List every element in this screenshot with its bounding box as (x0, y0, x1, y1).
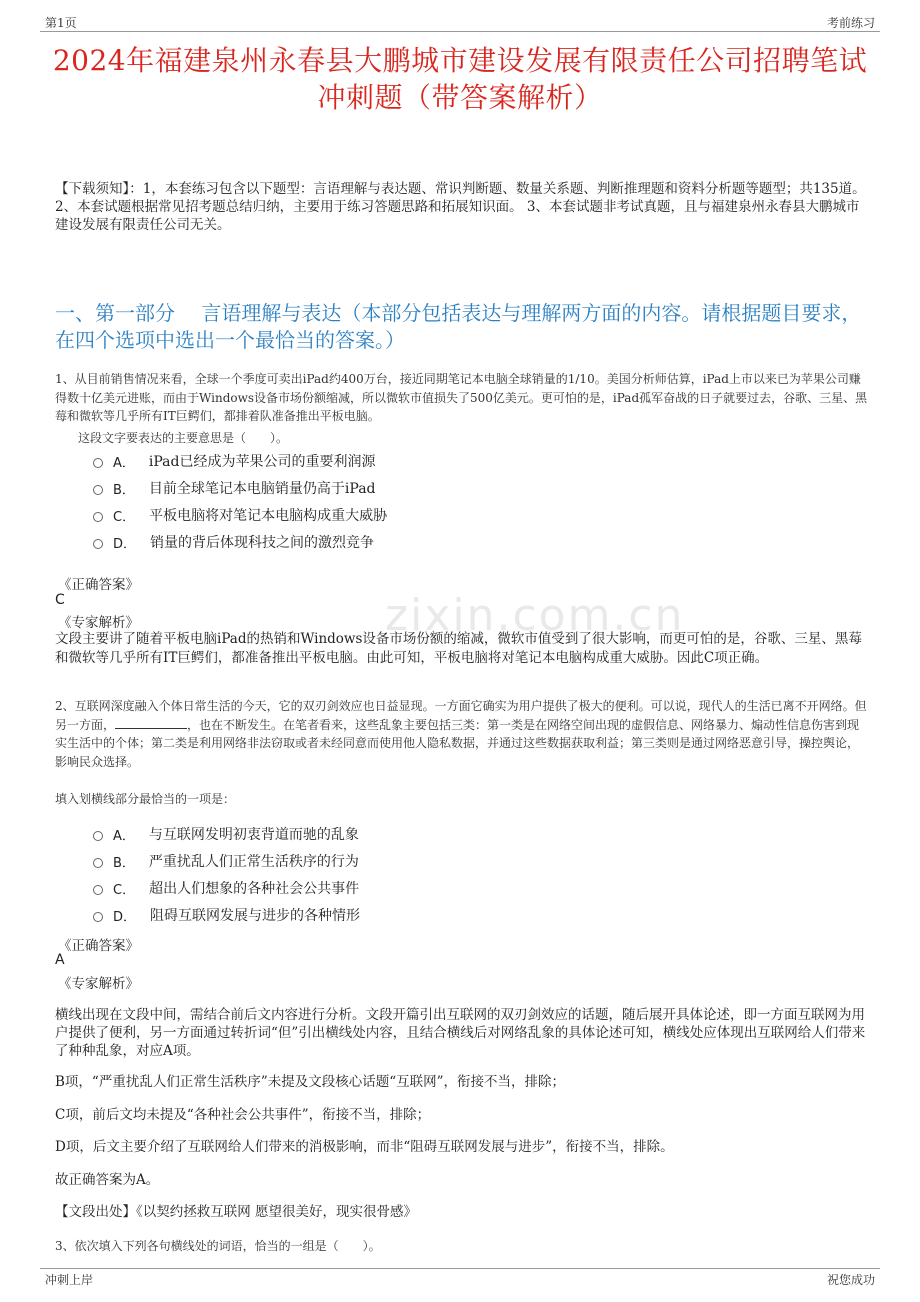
question-2-option-a[interactable] (93, 824, 359, 844)
question-1-option-b[interactable] (93, 478, 376, 498)
footer-divider (40, 1268, 880, 1269)
radio-icon[interactable] (93, 512, 103, 522)
option-text: iPad已经成为苹果公司的重要利润源 (148, 454, 376, 470)
question-1-option-c[interactable] (93, 505, 387, 525)
radio-icon[interactable] (93, 831, 103, 841)
correct-answer-label: 《正确答案》 (58, 938, 139, 954)
question-3-text: 3、依次填入下列各句横线处的词语，恰当的一组是（ ）。 (55, 1239, 381, 1253)
question-2-answer: A (55, 952, 65, 968)
watermark: zixin.com.cn (385, 590, 685, 641)
question-2-text (55, 697, 870, 771)
radio-icon[interactable] (93, 885, 103, 895)
radio-icon[interactable] (93, 912, 103, 922)
correct-answer-label: 《正确答案》 (58, 577, 139, 593)
question-2-source: 【文段出处】《以契约拯救互联网 愿望很美好，现实很骨感》 (55, 1204, 418, 1220)
option-text: 阻碍互联网发展与进步的各种情形 (150, 908, 361, 924)
section-title: 一、第一部分 言语理解与表达（本部分包括表达与理解两方面的内容。请根据题目要求，在四个选项中选出一个最恰当的答案。） (55, 301, 862, 352)
question-2-analysis-b: B项，“严重扰乱人们正常生活秩序”未提及文段核心话题“互联网”，衔接不当，排除； (55, 1074, 566, 1090)
page-number: 第1页 (45, 16, 77, 30)
option-letter: C． (113, 882, 136, 898)
question-2-text-before: 2、互联网深度融入个体日常生活的今天，它的双刃剑效应也日益显现。一方面它确实为用户提供了极大的便利。可以说，现代人的生活已离不开网络。但另一方面， (55, 699, 867, 732)
question-2-option-d[interactable] (93, 905, 360, 925)
option-text: 销量的背后体现科技之间的激烈竞争 (150, 535, 375, 551)
option-text: 超出人们想象的各种社会公共事件 (149, 881, 360, 897)
question-2-ask: 填入划横线部分最恰当的一项是： (55, 792, 236, 806)
question-2-analysis-c: C项，前后文均未提及“各种社会公共事件”，衔接不当，排除； (55, 1107, 431, 1123)
question-1-analysis: 文段主要讲了随着平板电脑iPad的热销和Windows设备市场份额的缩减，微软市值受到了很大影响，而更可怕的是，谷歌、三星、黑莓和微软等几乎所有IT巨鳄们，都准备推出平板电脑。由此可知，平板电脑将对笔记本电脑构成重大威胁。因此C项正确。 (55, 631, 862, 666)
fill-blank (115, 716, 187, 729)
option-text: 平板电脑将对笔记本电脑构成重大威胁 (149, 508, 388, 524)
option-letter: B． (113, 855, 135, 871)
option-letter: A． (113, 828, 135, 844)
radio-icon[interactable] (93, 858, 103, 868)
option-letter: D． (113, 536, 137, 552)
option-letter: D． (113, 909, 137, 925)
option-text: 严重扰乱人们正常生活秩序的行为 (148, 854, 359, 870)
question-2-analysis-main: 横线出现在文段中间，需结合前后文内容进行分析。文段开篇引出互联网的双刃剑效应的话题，随后展开具体论述，即一方面互联网为用户提供了便利，另一方面通过转折词“但”引出横线处内容，且结合横线后对网络乱象的具体论述可知，横线处应体现出互联网给人们带来了种种乱象，对应A项。 (55, 1007, 866, 1059)
question-2-option-c[interactable] (93, 878, 359, 898)
question-2-conclusion: 故正确答案为A。 (55, 1172, 160, 1188)
page-title: 2024年福建泉州永春县大鹏城市建设发展有限责任公司招聘笔试冲刺题（带答案解析） (52, 44, 868, 114)
question-1-option-a[interactable] (93, 451, 375, 471)
radio-icon[interactable] (93, 458, 103, 468)
option-letter: C． (113, 509, 136, 525)
option-letter: B． (113, 482, 135, 498)
question-1-ask: 这段文字要表达的主要意思是（ ）。 (78, 431, 289, 445)
question-2-option-b[interactable] (93, 851, 359, 871)
footer-left: 冲刺上岸 (45, 1273, 94, 1287)
option-letter: A． (113, 455, 135, 471)
expert-analysis-label: 《专家解析》 (58, 976, 139, 992)
question-2-text-after: ，也在不断发生。在笔者看来，这些乱象主要包括三类：第一类是在网络空间出现的虚假信息、网络暴力、煽动性信息伤害到现实生活中的个体；第二类是利用网络非法窃取或者未经同意而使用他人隐私数据，并通过这些数据获取利益；第三类则是通过网络恶意引导，操控舆论，影响民众选择。 (55, 717, 860, 769)
header-tag: 考前练习 (826, 16, 875, 30)
radio-icon[interactable] (93, 485, 103, 495)
question-2-analysis-d: D项，后文主要介绍了互联网给人们带来的消极影响，而非“阻碍互联网发展与进步”，衔接不当，排除。 (55, 1139, 674, 1155)
expert-analysis-label: 《专家解析》 (58, 615, 139, 631)
question-1-text: 1、从目前销售情况来看，全球一个季度可卖出iPad约400万台，接近同期笔记本电脑全球销量的1/10。美国分析师估算，iPad上市以来已为苹果公司赚得数十亿美元进账，而由于Windows设备市场份额缩减，所以微软市值损失了500亿美元。更可怕的是，iPad孤军奋战的日子就要过去，谷歌、三星、黑莓和微软等几乎所有IT巨鳄们，都排着队准备推出平板电脑。 (55, 372, 868, 423)
download-notice: 【下载须知】：1，本套练习包含以下题型：言语理解与表达题、常识判断题、数量关系题、判断推理题和资料分析题等题型；共135道。 2、本套试题根据常见招考题总结归纳，主要用于练习答题思路和拓展知识面。 3、本套试题非考试真题，且与福建泉州永春县大鹏城市建设发展有限责任公司无关。 (55, 181, 866, 233)
option-text: 目前全球笔记本电脑销量仍高于iPad (148, 481, 376, 497)
radio-icon[interactable] (93, 539, 103, 549)
question-1-answer: C (55, 592, 65, 608)
question-1-option-d[interactable] (93, 532, 374, 552)
option-text: 与互联网发明初衷背道而驰的乱象 (148, 827, 359, 843)
header-divider (40, 31, 880, 32)
footer-right: 祝您成功 (826, 1273, 875, 1287)
